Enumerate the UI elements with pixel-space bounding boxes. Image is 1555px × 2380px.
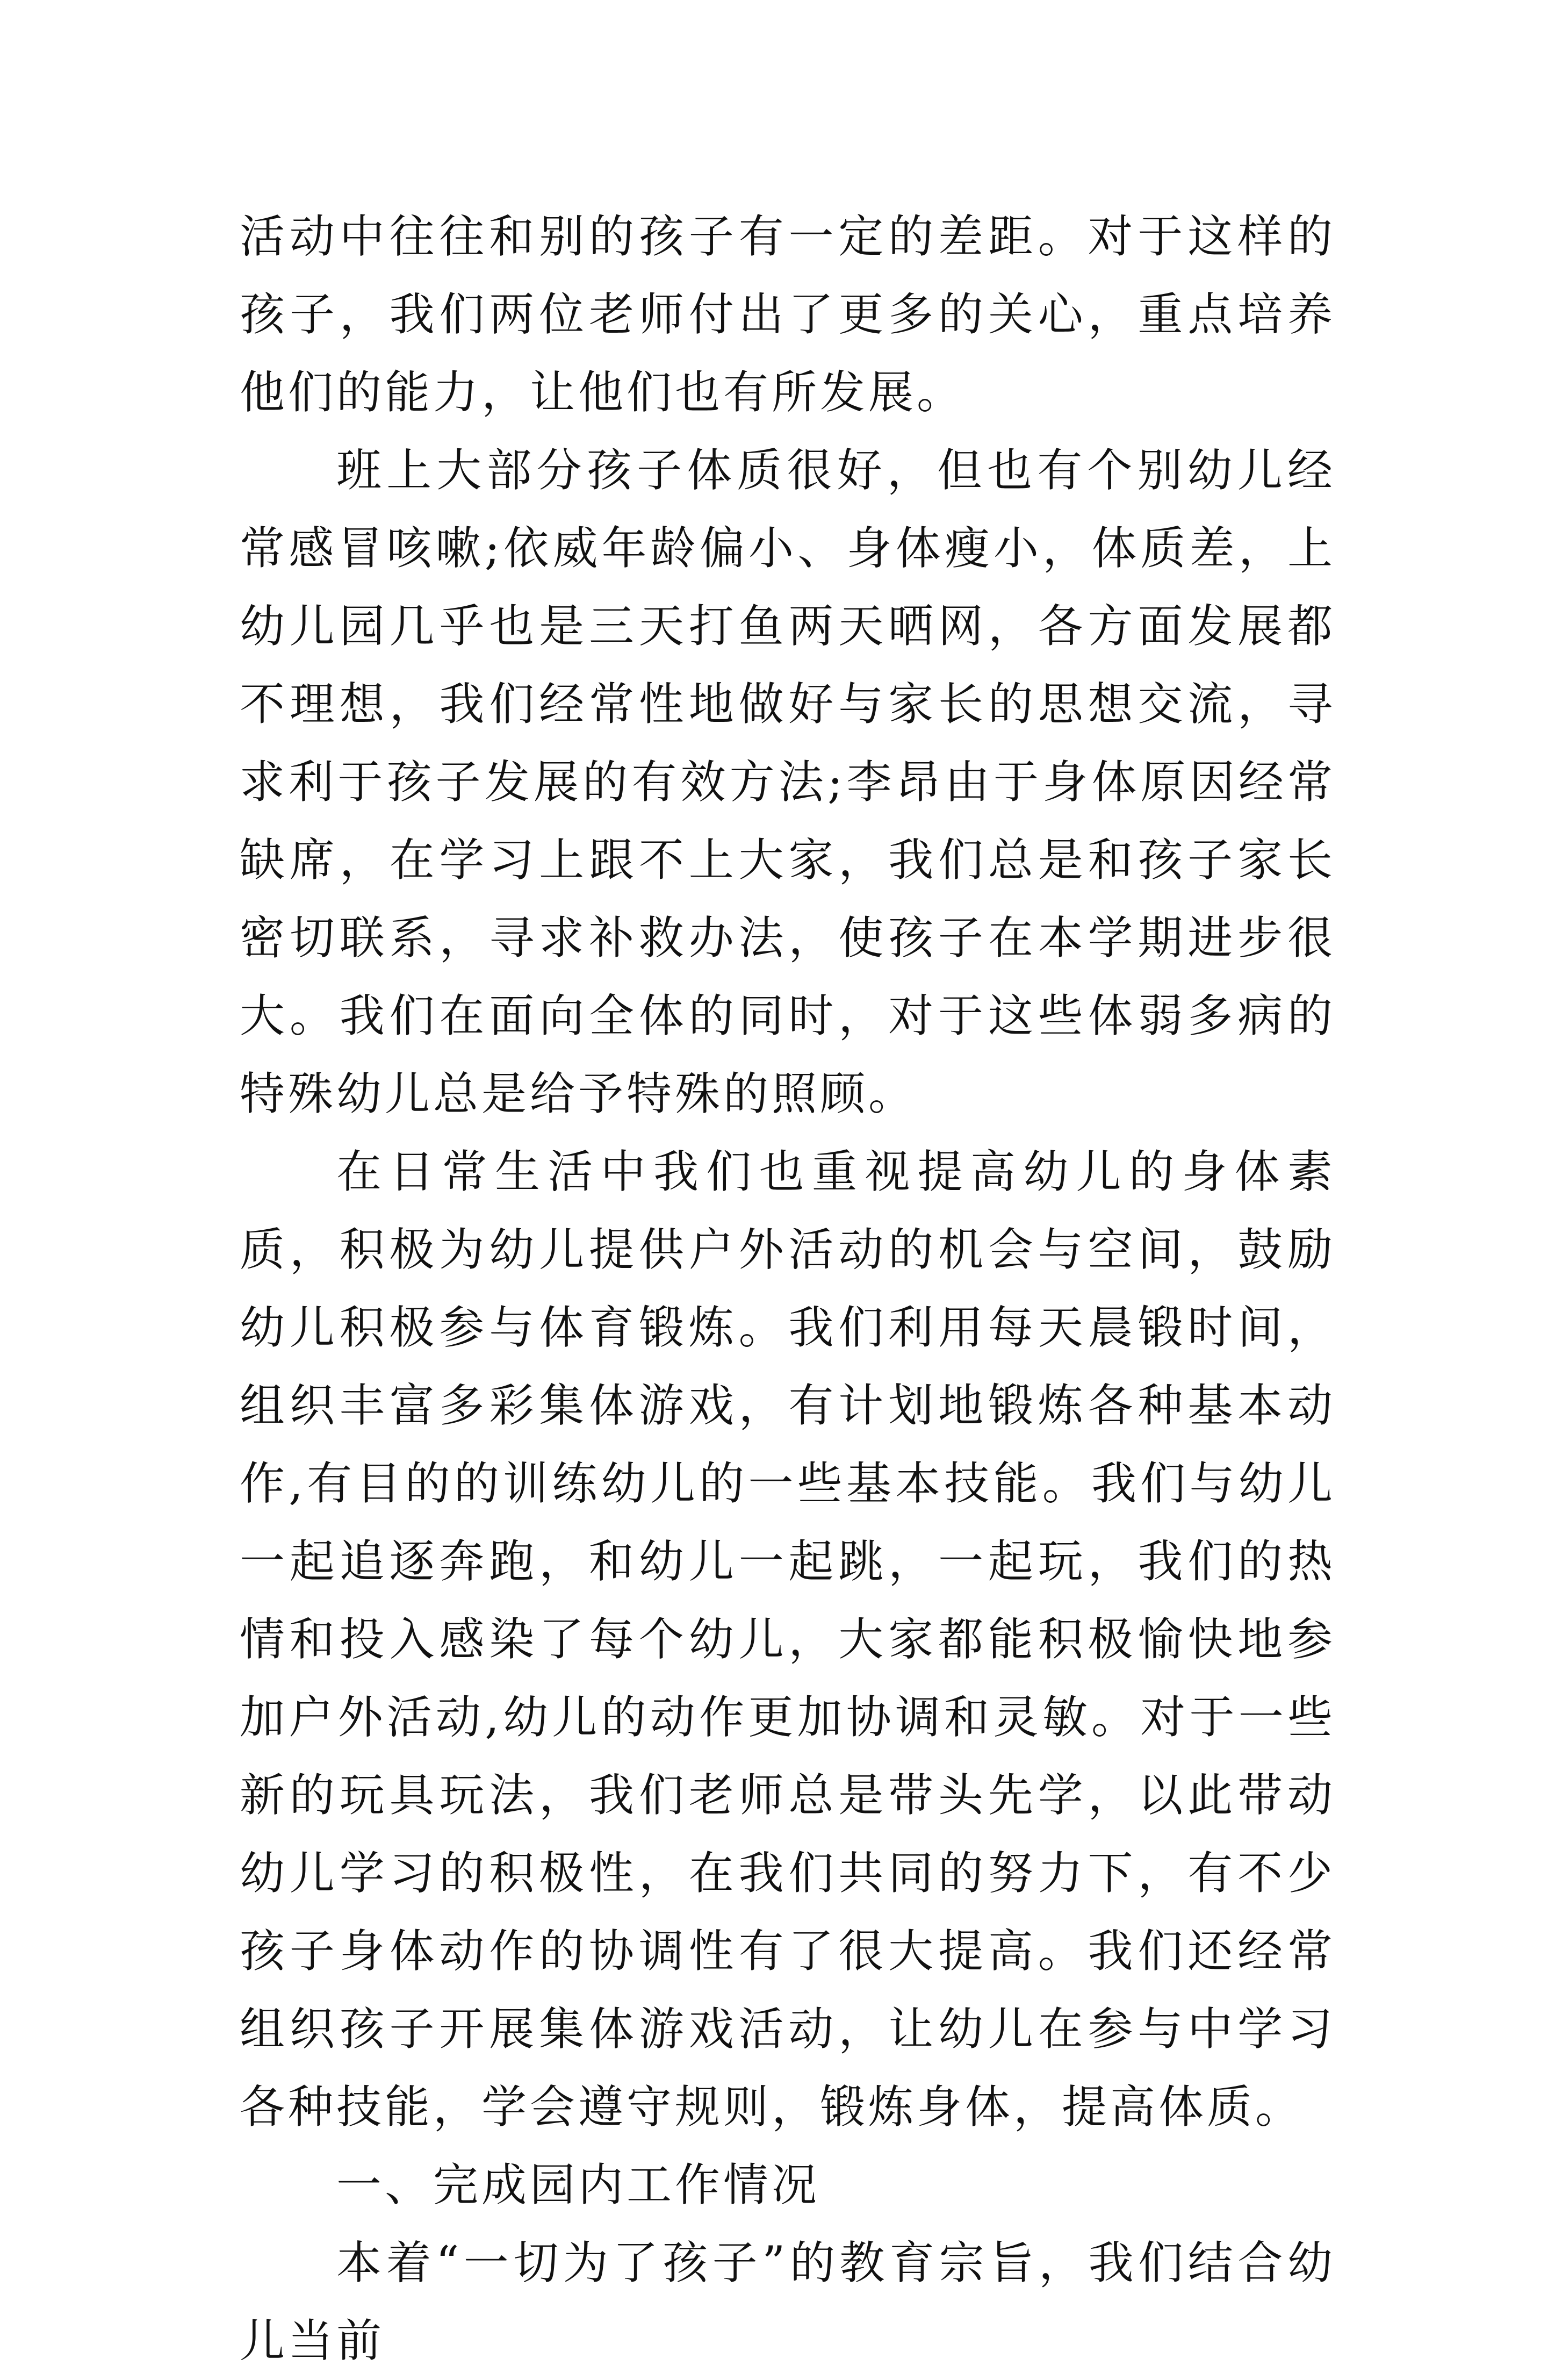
paragraph-2: 班上大部分孩子体质很好，但也有个别幼儿经常感冒咳嗽;依威年龄偏小、身体瘦小，体质差，上幼儿园几乎也是三天打鱼两天晒网，各方面发展都不理想，我们经常性地做好与家长的思想交流，寻求利于孩子发展的有效方法;李昂由于身体原因经常缺席，在学习上跟不上大家，我们总是和孩子家长密切联系，寻求补救办法，使孩子在本学期进步很大。我们在面向全体的同时，对于这些体弱多病的特殊幼儿总是给予特殊的照顾。	[240, 444, 1336, 1120]
document-body	[240, 198, 1336, 2380]
section-heading: 一、完成园内工作情况	[336, 2159, 820, 2211]
paragraph-1: 活动中往往和别的孩子有一定的差距。对于这样的孩子，我们两位老师付出了更多的关心，重点培养他们的能力，让他们也有所发展。	[240, 210, 1336, 419]
paragraph-3: 在日常生活中我们也重视提高幼儿的身体素质，积极为幼儿提供户外活动的机会与空间，鼓励幼儿积极参与体育锻炼。我们利用每天晨锻时间，组织丰富多彩集体游戏，有计划地锻炼各种基本动作,有目的的训练幼儿的一些基本技能。我们与幼儿一起追逐奔跑，和幼儿一起跳，一起玩，我们的热情和投入感染了每个幼儿，大家都能积极愉快地参加户外活动,幼儿的动作更加协调和灵敏。对于一些新的玩具玩法，我们老师总是带头先学，以此带动幼儿学习的积极性，在我们共同的努力下，有不少孩子身体动作的协调性有了很大提高。我们还经常组织孩子开展集体游戏活动，让幼儿在参与中学习各种技能，学会遵守规则，锻炼身体，提高体质。	[240, 1145, 1336, 2133]
paragraph-5: 本着“一切为了孩子”的教育宗旨，我们结合幼儿当前	[240, 2236, 1336, 2367]
